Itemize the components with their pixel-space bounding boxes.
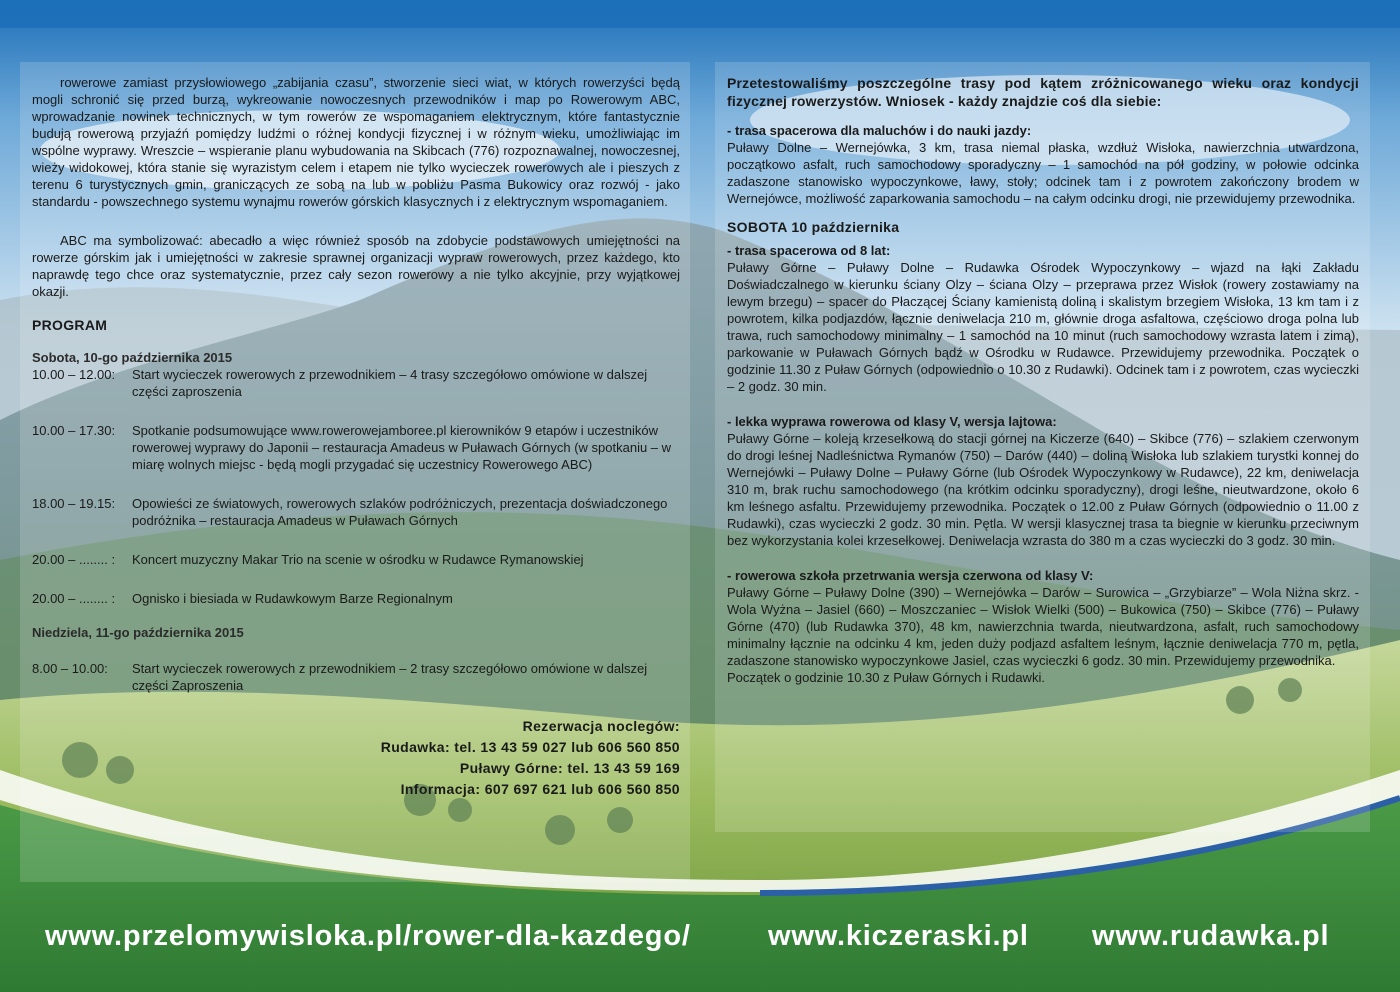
link-kiczeraski[interactable]: www.kiczeraski.pl: [768, 920, 1029, 952]
event-row: [32, 551, 680, 568]
event-time: 10.00 – 12.00:: [32, 367, 116, 382]
event-row: [32, 660, 680, 694]
event-desc: Start wycieczek rowerowych z przewodnikiem – 4 trasy szczegółowo omówione w dalszej części zaproszenia: [132, 367, 648, 399]
program-heading: PROGRAM: [32, 317, 108, 333]
routes-intro: Przetestowaliśmy poszczególne trasy pod kątem zróżnicowanego wieku oraz kondycji fizycznej rowerzystów. Wniosek - każdy znajdzie coś dla siebie:: [727, 75, 1359, 109]
event-desc: Start wycieczek rowerowych z przewodnikiem – 2 trasy szczegółowo omówione w dalszej części Zaproszenia: [132, 661, 648, 693]
event-row: [32, 590, 680, 607]
reservation-block: [32, 716, 680, 800]
event-row: [32, 495, 680, 529]
route3-text: Puławy Górne – koleją krzesełkową do stacji górnej na Kiczerze (640) – Skibce (776) – szlakiem czerwonym do drogi leśnej Nadleśnictwa Rymanów (750) – Darów (440) – doliną Wisłoka lub szlakiem turystki konnej do Wernejówki – Puławy Dolne – Puławy Górne (lub Ośrodek Wypoczynkowy w Rudawce), 22 km, deniwelacja 310 m, brak ruchu samochodowego (na krótkim odcinku sporadyczny), drogi leśne, nieutwardzone, około 6 km leśnego asfaltu. Przewidujemy przewodnika. Początek o 12.00 z Puław Górnych (odpowiednio o 11.00 z Rudawki), czas wycieczki 2 godz. 30 min. Pętla. W wersji klasycznej trasa ta biegnie w kierunku przeciwnym bez wykorzystania kolei krzesełkowej. Deniwelacja wzrasta do 380 m a czas wycieczki do 3 godz. 30 min.: [727, 431, 1359, 548]
event-desc: Koncert muzyczny Makar Trio na scenie w ośrodku w Rudawce Rymanowskiej: [132, 552, 584, 567]
route1-text: Puławy Dolne – Wernejówka, 3 km, trasa niemal płaska, wzdłuż Wisłoka, nawierzchnia utwardzona, początkowo asfalt, ruch samochodowy sporadyczny – 1 samochód na pół godziny, w połowie odcinka zadaszone stanowisko wypoczynkowe, ławy, stoły; odcinek tam i z powrotem zakończony brodem w Wernejówce, możliwość zaparkowania samochodu – na całym odcinku drogi, nie przewidujemy przewodnika.: [727, 140, 1359, 206]
route2-heading: - trasa spacerowa od 8 lat:: [727, 243, 891, 258]
event-time: 10.00 – 17.30:: [32, 423, 116, 438]
event-desc: Opowieści ze światowych, rowerowych szlaków podróżniczych, prezentacja doświadczonego podróżnika – restauracja Amadeus w Puławach Górnych: [132, 496, 668, 528]
left-column: [32, 74, 680, 800]
intro-paragraph: rowerowe zamiast przysłowiowego „zabijania czasu”, stworzenie sieci wiat, w których rowerzyści będą mogli schronić się przed burzą, wykreowanie nowoczesnych przewodników i map po Rowerowym ABC, wprowadzanie nowinek technicznych, w tym rowerów ze wspomaganiem elektrycznym, które fantastycznie budują rowerową przyjaźń pomiędzy ludźmi o różnej kondycji fizycznej i w różnym wieku, umożliwiając im wspólne wyprawy. Wreszcie – wspieranie planu wybudowania na Skibcach (776) rozpoznawalnej, nowoczesnej, wieży widokowej, która stanie się wyrazistym celem i etapem nie tylko wycieczek rowerowych ale i pieszych z terenu 6 turystycznych gmin, graniczących ze sobą na lub w pobliżu Pasma Bukowicy oraz rozwój - jako standardu - powszechnego systemu wynajmu rowerów górskich klasycznych i z elektrycznym wspomaganiem.: [32, 75, 680, 209]
route1-heading: - trasa spacerowa dla maluchów i do nauki jazdy:: [727, 123, 1032, 138]
event-time: 20.00 – ........ :: [32, 591, 116, 606]
sobota-heading: SOBOTA 10 października: [727, 219, 900, 235]
reservation-heading: Rezerwacja noclegów:: [522, 718, 680, 734]
day1-heading: Sobota, 10-go października 2015: [32, 350, 233, 365]
route4-heading: - rowerowa szkoła przetrwania wersja czerwona od klasy V:: [727, 568, 1094, 583]
event-row: [32, 366, 680, 400]
route4-start: Początek o godzinie 10.30 z Puław Górnych i Rudawki.: [727, 670, 1045, 685]
event-time: 8.00 – 10.00:: [32, 661, 108, 676]
event-time: 18.00 – 19.15:: [32, 496, 116, 511]
route3-heading: - lekka wyprawa rowerowa od klasy V, wersja lajtowa:: [727, 414, 1057, 429]
route2-text: Puławy Górne – Puławy Dolne – Rudawka Ośrodek Wypoczynkowy – wjazd na łąki Zakładu Doświadczalnego w kierunku ściany Olzy – ściana Olzy – przeprawa przez Wisłok (rowery zostawiamy na lewym brzegu) – spacer do Płaczącej Ściany kamienistą doliną i skalistym brzegiem Wisłoka, 13 km tam i z powrotem, kilka podjazdów, łącznie deniwelacja 210 m, głównie droga asfaltowa, częściowo droga polna lub trawa, ruch samochodowy minimalny – 1 samochód na 10 minut (ruch samochodowy wzrasta latem i zimą), parkowanie w Puławach Górnych bądź w Ośrodku w Rudawce. Przewidujemy przewodnika. Początek o godzinie 11.30 z Puław Górnych (odpowiednio o 10.30 z Rudawki). Odcinek tam i z powrotem, czas wycieczki – 2 godz. 30 min.: [727, 260, 1359, 394]
event-desc: Ognisko i biesiada w Rudawkowym Barze Regionalnym: [132, 591, 453, 606]
event-time: 20.00 – ........ :: [32, 552, 116, 567]
event-desc: Spotkanie podsumowujące www.rowerowejamboree.pl kierowników 9 etapów i uczestników rowerowej wyprawy do Japonii – restauracja Amadeus w Puławach Górnych (w spotkaniu – w miarę wolnych miejsc - będą mogli przygadać się uczestnicy Rowerowego ABC): [132, 423, 672, 472]
link-rudawka[interactable]: www.rudawka.pl: [1092, 920, 1330, 952]
link-przelomywisloka[interactable]: www.przelomywisloka.pl/rower-dla-kazdego/: [45, 920, 691, 952]
reservation-info: Informacja: 607 697 621 lub 606 560 850: [400, 781, 680, 797]
route4-text: Puławy Górne – Puławy Dolne (390) – Wernejówka – Darów – Surowica – „Grzybiarze” – Wola Niżna skrz. - Wola Wyżna – Jasiel (660) – Moszczaniec – Wisłok Wielki (500) – Bukowica (750) – Skibce (776) – Puławy Górne (470) (lub Rudawka 370), 48 km, nawierzchnia twarda, nieutwardzona, asfalt, ruch samochodowy minimalny łącznie na odcinku 4 km, jeden duży podjazd asfaltem leśnym, łącznie deniwelacja 770 m, pętla, zadaszone stanowisko wypoczynkowe Jasiel, czas wycieczki 6 godz. 30 min. Przewidujemy przewodnika.: [727, 585, 1359, 668]
event-row: [32, 422, 680, 473]
day2-heading: Niedziela, 11-go października 2015: [32, 625, 244, 640]
reservation-rudawka: Rudawka: tel. 13 43 59 027 lub 606 560 850: [380, 739, 680, 755]
right-column: [727, 74, 1359, 686]
reservation-pulawy: Puławy Górne: tel. 13 43 59 169: [459, 760, 680, 776]
abc-paragraph: ABC ma symbolizować: abecadło a więc również sposób na zdobycie podstawowych umiejętności na rowerze górskim jak i umiejętności w zakresie sprawnej organizacji wypraw rowerowych, przez każdego, kto naprawdę tego chce oraz systematycznie, przez cały sezon rowerowy a nie tylko akcyjnie, przy wyjątkowej okazji.: [32, 233, 680, 299]
